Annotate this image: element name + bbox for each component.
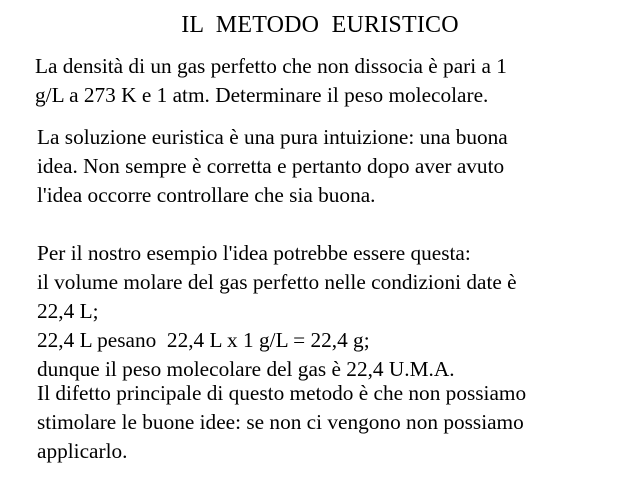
paragraph-spacer [37, 210, 517, 239]
conclusion-line: stimolare le buone idee: se non ci vengono non possiamo [37, 410, 524, 434]
problem-line: g/L a 273 K e 1 atm. Determinare il peso molecolare. [35, 83, 489, 107]
intro-line: l'idea occorre controllare che sia buona. [37, 183, 376, 207]
slide-title: IL METODO EURISTICO [181, 12, 459, 38]
conclusion-block [37, 379, 526, 466]
example-line: 22,4 L; [37, 299, 99, 323]
intro-line: idea. Non sempre è corretta e pertanto dopo aver avuto [37, 154, 505, 178]
problem-statement [35, 52, 507, 110]
example-line: il volume molare del gas perfetto nelle condizioni date è [37, 270, 517, 294]
example-line: Per il nostro esempio l'idea potrebbe essere questa: [37, 241, 471, 265]
example-line: 22,4 L pesano 22,4 L x 1 g/L = 22,4 g; [37, 328, 370, 352]
problem-line: La densità di un gas perfetto che non dissocia è pari a 1 [35, 54, 507, 78]
explanation-block [37, 123, 517, 384]
example-line: dunque il peso molecolare del gas è 22,4 U.M.A. [37, 357, 455, 381]
intro-line: La soluzione euristica è una pura intuizione: una buona [37, 125, 508, 149]
conclusion-line: applicarlo. [37, 439, 128, 463]
conclusion-line: Il difetto principale di questo metodo è che non possiamo [37, 381, 527, 405]
